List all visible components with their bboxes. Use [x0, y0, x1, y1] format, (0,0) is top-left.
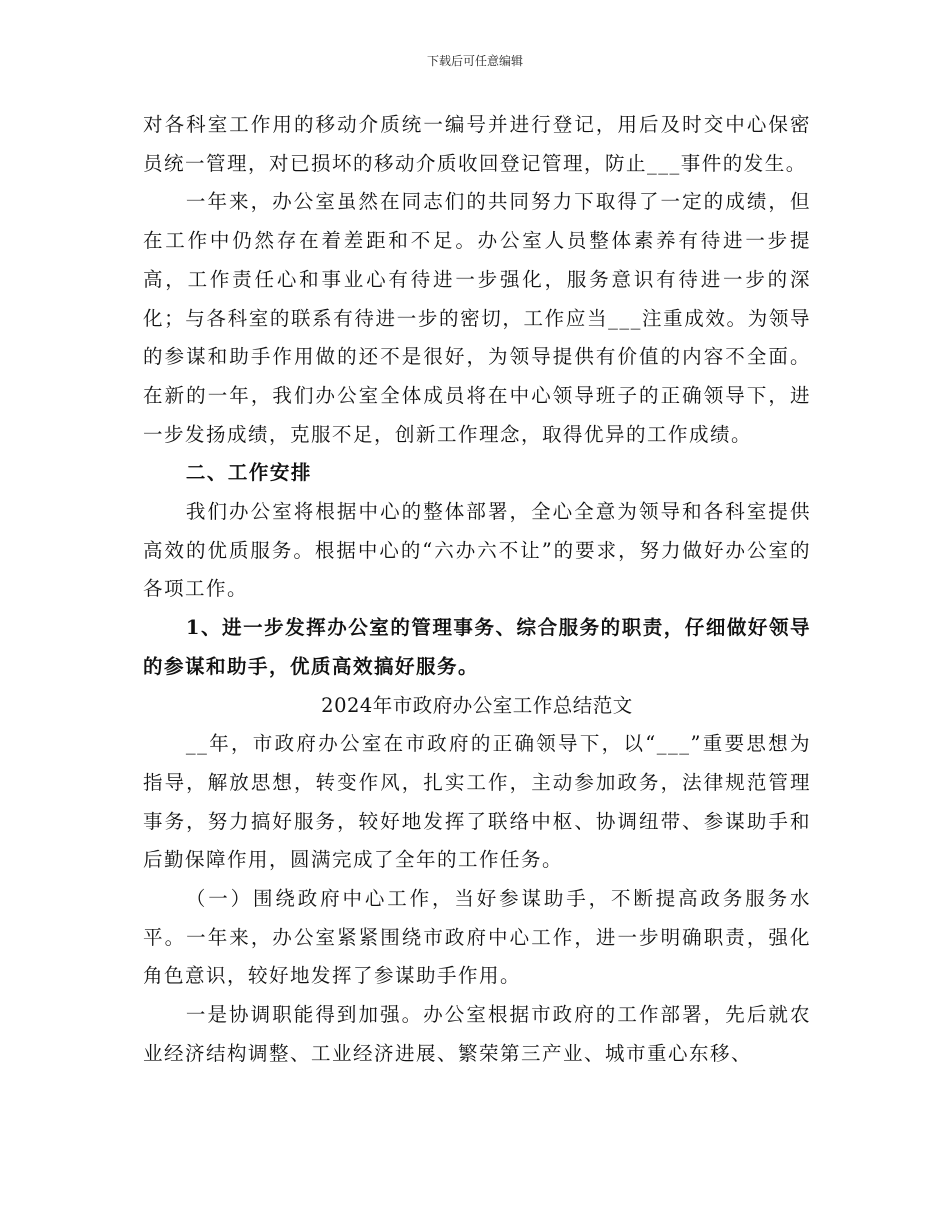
paragraph-year-review: 一年来，办公室虽然在同志们的共同努力下取得了一定的成绩，但在工作中仍然存在着差距和不足。办公室人员整体素养有待进一步提高，工作责任心和事业心有待进一步强化，服务意识有待进一步的深化；与各科室的联系有待进一步的密切，工作应当___注重成效。为领导的参谋和助手作用做的还不是很好，为领导提供有价值的内容不全面。在新的一年，我们办公室全体成员将在中心领导班子的正确领导下，进一步发扬成绩，克服不足，创新工作理念，取得优异的工作成绩。 [143, 190, 811, 446]
paragraph-coordination: 一是协调职能得到加强。办公室根据市政府的工作部署，先后就农业经济结构调整、工业经济进展、繁荣第三产业、城市重心东移、 [143, 1003, 811, 1065]
document-title: 2024年市政府办公室工作总结范文 [321, 693, 633, 717]
paragraph-summary-intro: __年，市政府办公室在市政府的正确领导下，以“___”重要思想为指导，解放思想，转变作风，扎实工作，主动参加政务，法律规范管理事务，努力搞好服务，较好地发挥了联络中枢、协调纽带、参谋助手和后勤保障作用，圆满完成了全年的工作任务。 [143, 732, 811, 872]
paragraph-section-one: （一）围绕政府中心工作，当好参谋助手，不断提高政务服务水平。一年来，办公室紧紧围绕市政府中心工作，进一步明确职责，强化角色意识，较好地发挥了参谋助手作用。 [143, 887, 811, 988]
page-header: 下载后可任意编辑 [426, 54, 523, 68]
paragraph-arrangement-intro: 我们办公室将根据中心的整体部署，全心全意为领导和各科室提供高效的优质服务。根据中心的“六办六不让”的要求，努力做好办公室的各项工作。 [143, 500, 811, 601]
paragraph-media-management: 对各科室工作用的移动介质统一编号并进行登记，用后及时交中心保密员统一管理，对已损坏的移动介质收回登记管理，防止___事件的发生。 [143, 113, 811, 175]
section-heading-work-arrangement: 二、工作安排 [185, 461, 312, 485]
document-body [143, 106, 811, 1074]
paragraph-point-one: 1、进一步发挥办公室的管理事务、综合服务的职责，仔细做好领导的参谋和助手，优质高效搞好服务。 [143, 616, 811, 678]
